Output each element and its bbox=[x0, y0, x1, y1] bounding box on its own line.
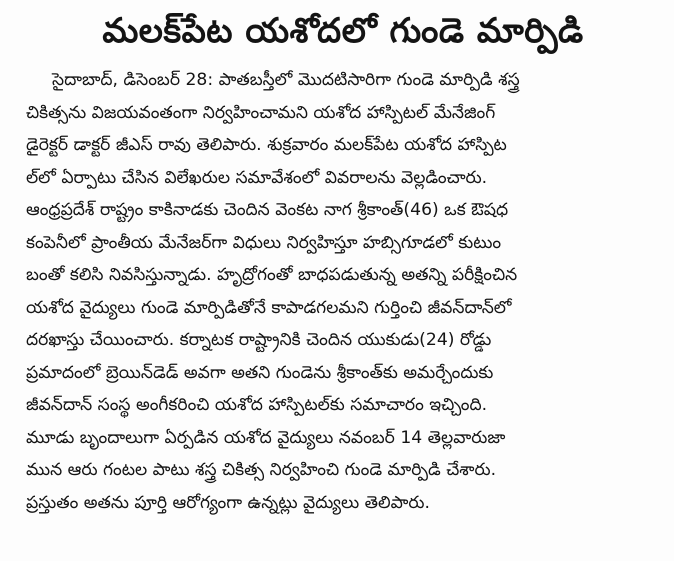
article-line: మూడు బృందాలుగా ఏర్పడిన యశోద వైద్యులు నవంబర్ 14 తెల్లవారుజా bbox=[26, 427, 506, 448]
article-line: బంతో కలిసి నివసిస్తున్నాడు. హృద్రోగంతో బాధపడుతున్న అతన్ని పరీక్షించిన bbox=[26, 265, 518, 285]
article-line: ప్రమాదంలో బ్రెయిన్‌డెడ్ అవగా అతని గుండెను శ్రీకాంత్‌కు అమర్చేందుకు bbox=[26, 362, 494, 383]
article-headline: మలక్‌పేట యశోదలో గుండె మార్పిడి bbox=[102, 11, 584, 51]
article-line: సైదాబాద్, డిసెంబర్ 28: పాతబస్తీలో మొదటిసారిగా గుండె మార్పిడి శస్త్ర bbox=[52, 70, 520, 90]
article-line: యశోద వైద్యులు గుండె మార్పిడితోనే కాపాడగలమని గుర్తించి జీవన్‌దాన్‌లో bbox=[26, 297, 512, 318]
article-line: దరఖాస్తు చేయించారు. కర్నాటక రాష్ట్రానికి చెందిన యుకుడు(24) రోడ్డు bbox=[26, 330, 492, 350]
article-line: కంపెనీలో ప్రాంతీయ మేనేజర్‌గా విధులు నిర్వహిస్తూ హబ్సిగూడలో కుటుం bbox=[26, 232, 502, 253]
article-line: చికిత్సను విజయవంతంగా నిర్వహించామని యశోద హాస్పిటల్ మేనేజింగ్ bbox=[26, 102, 496, 123]
article-line: జీవన్‌దాన్ సంస్థ అంగీకరించి యశోద హాస్పిటల్‌కు సమాచారం ఇచ్చింది. bbox=[26, 395, 488, 415]
article-line: ప్రస్తుతం అతను పూర్తి ఆరోగ్యంగా ఉన్నట్లు వైద్యులు తెలిపారు. bbox=[26, 492, 430, 513]
article-line: ల్‌లో ఏర్పాటు చేసిన విలేఖరుల సమావేశంలో వివరాలను వెల్లడించారు. bbox=[26, 167, 488, 188]
article-line: ఆంధ్రప్రదేశ్ రాష్ట్రం కాకినాడకు చెందిన వెంకట నాగ శ్రీకాంత్(46) ఒక ఔషధ bbox=[26, 200, 509, 220]
article-line: మున ఆరు గంటల పాటు శస్త్ర చికిత్స నిర్వహించి గుండె మార్పిడి చేశారు. bbox=[26, 460, 497, 480]
article-line: డైరెక్టర్ డాక్టర్ జీఎస్ రావు తెలిపారు. శుక్రవారం మలక్‌పేట యశోద హాస్పిట bbox=[26, 135, 507, 155]
article-body bbox=[26, 64, 660, 519]
